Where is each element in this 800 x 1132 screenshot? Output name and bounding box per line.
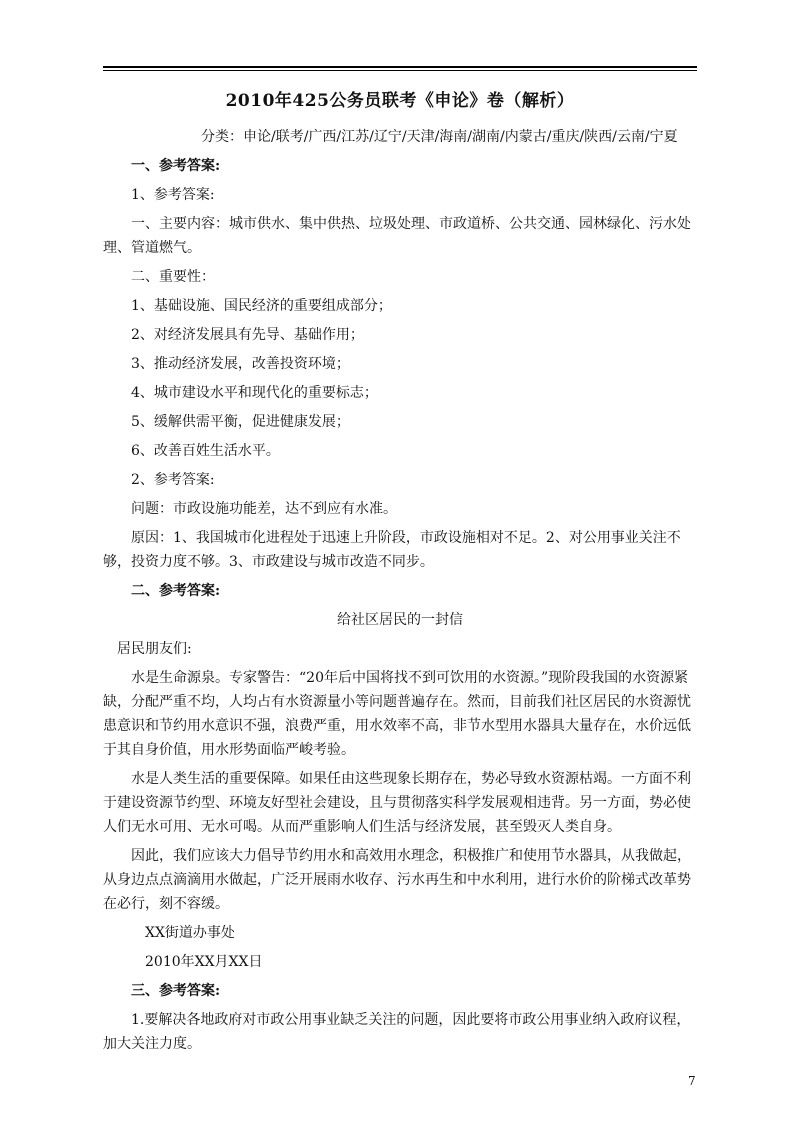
- header-rule-thick: [103, 66, 697, 68]
- header-rule-thin: [103, 70, 697, 71]
- section2-heading: 二、参考答案:: [131, 583, 221, 599]
- letter-body: [103, 637, 697, 974]
- importance-item-5: 5、缓解供需平衡，促进健康发展；: [131, 414, 350, 430]
- page-number: 7: [688, 1074, 696, 1088]
- letter-paragraph-2: 水是人类生活的重要保障。如果任由这些现象长期存在，势必导致水资源枯竭。一方面不利于建设资源节约型、环境友好型社会建设，且与贯彻落实科学发展观相违背。另一方面，势必使人们无水可用、无水可喝。从而严重影响人们生活与经济发展，甚至毁灭人类自身。: [103, 771, 691, 835]
- letter-paragraph-1: 水是生命源泉。专家警告：“20年后中国将找不到可饮用的水资源。”现阶段我国的水资源紧缺，分配严重不均，人均占有水资源量小等问题普遍存在。然而，目前我们社区居民的水资源忧患意识和节约用水意识不强，浪费严重，用水效率不高，非节水型用水器具大量存在，水价远低于其自身价值，用水形势面临严峻考验。: [103, 670, 691, 758]
- reason-paragraph: 原因：1、我国城市化进程处于迅速上升阶段，市政设施相对不足。2、对公用事业关注不够，投资力度不够。3、市政建设与城市改造不同步。: [103, 530, 681, 570]
- document-title: 2010年425公务员联考《申论》卷（解析）: [225, 91, 575, 111]
- importance-item-6: 6、改善百姓生活水平。: [131, 443, 280, 459]
- importance-item-2: 2、对经济发展具有先导、基础作用；: [131, 327, 364, 343]
- section1-sub1: 1、参考答案:: [131, 187, 215, 203]
- letter-salutation: 居民朋友们:: [117, 641, 192, 657]
- importance-heading: 二、重要性：: [131, 269, 215, 285]
- importance-item-3: 3、推动经济发展，改善投资环境；: [131, 356, 350, 372]
- letter-date: 2010年XX月XX日: [145, 954, 263, 970]
- main-content-paragraph: 一、主要内容：城市供水、集中供热、垃圾处理、市政道桥、公共交通、园林绿化、污水处理、管道燃气。: [103, 216, 691, 256]
- letter-paragraph-3: 因此，我们应该大力倡导节约用水和高效用水理念，积极推广和使用节水器具，从我做起，从身边点点滴滴用水做起，广泛开展雨水收存、污水再生和中水利用，进行水价的阶梯式改革势在必行，刻不容缓。: [103, 848, 691, 912]
- document-page: [103, 82, 697, 1061]
- letter-signature: XX街道办事处: [145, 925, 235, 941]
- section3-heading: 三、参考答案:: [131, 983, 221, 999]
- section1-heading: 一、参考答案:: [131, 158, 221, 174]
- importance-item-1: 1、基础设施、国民经济的重要组成部分；: [131, 298, 392, 314]
- importance-item-4: 4、城市建设水平和现代化的重要标志；: [131, 385, 378, 401]
- problem-paragraph: 问题：市政设施功能差，达不到应有水准。: [131, 501, 397, 517]
- section1-sub2: 2、参考答案:: [131, 472, 215, 488]
- category-line: 分类：申论/联考/广西/江苏/辽宁/天津/海南/湖南/内蒙古/重庆/陕西/云南/宁夏: [201, 129, 678, 145]
- letter-title: 给社区居民的一封信: [337, 612, 463, 628]
- section3-item-1: 1.要解决各地政府对市政公用事业缺乏关注的问题，因此要将市政公用事业纳入政府议程，加大关注力度。: [103, 1012, 691, 1052]
